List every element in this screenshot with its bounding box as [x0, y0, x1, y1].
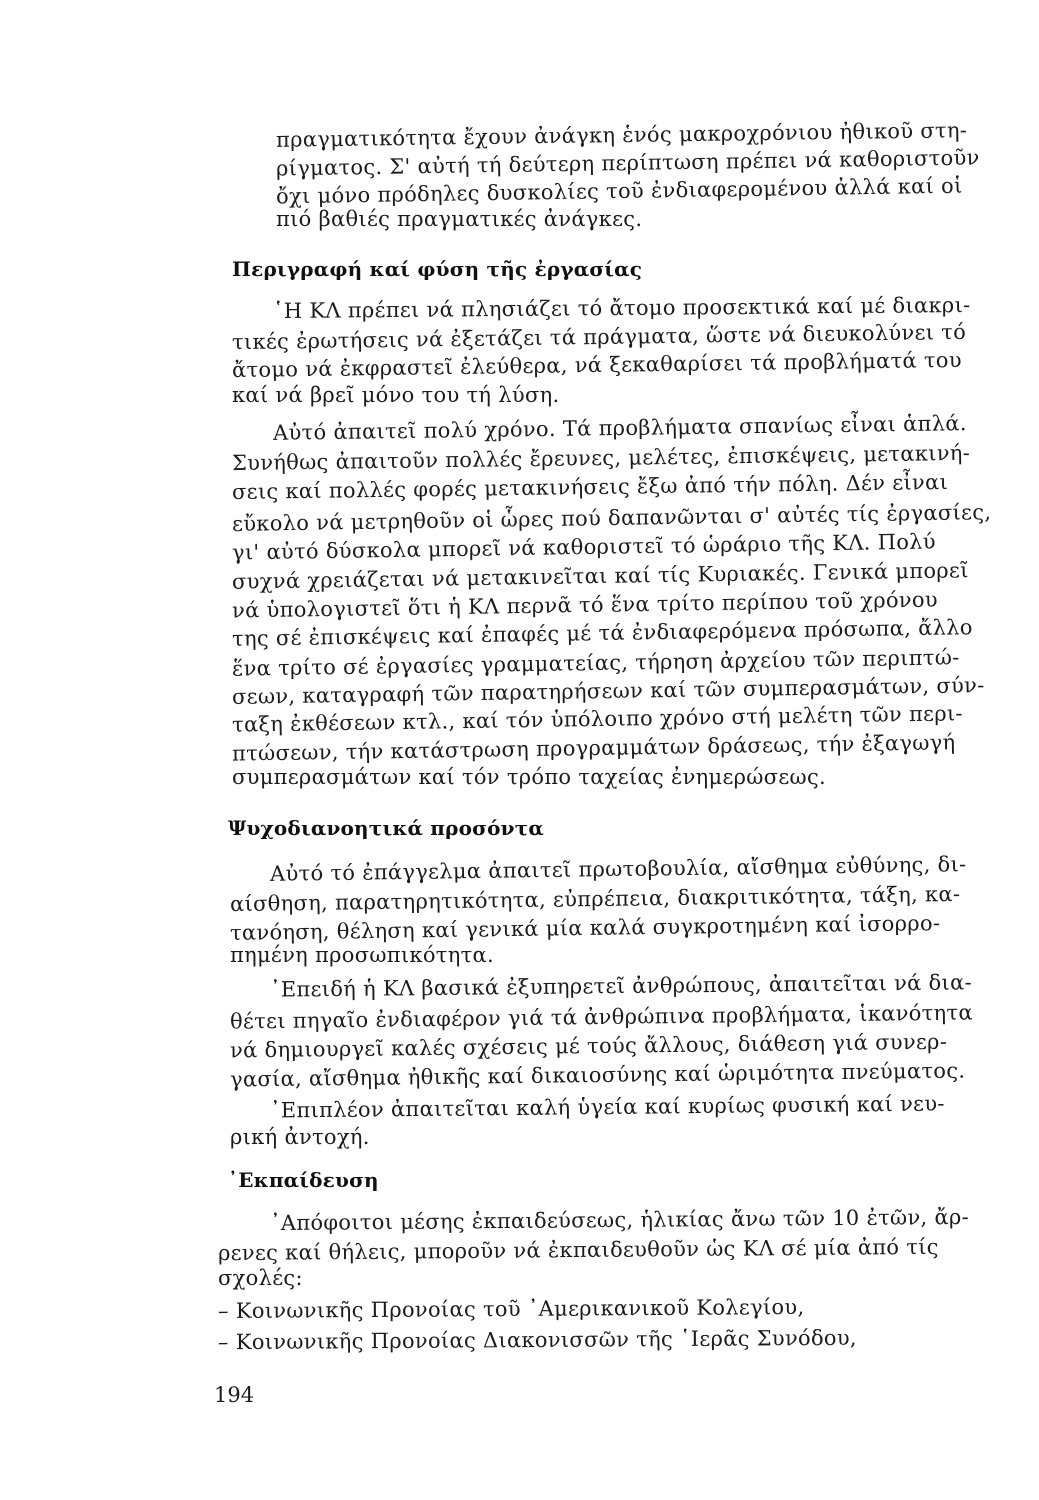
intro-line-4: πιό βαθιές πραγματικές ἀνάγκες.: [276, 207, 643, 231]
description-line-17: συμπερασμάτων καί τόν τρόπο ταχείας ἐνημερώσεως.: [232, 765, 826, 789]
description-line-3: ἄτομο νά ἐκφραστεῖ ἐλεύθερα, νά ξεκαθαρίσει τά προβλήματά του: [231, 347, 962, 383]
description-line-10: συχνά χρειάζεται νά μετακινεῖται καί τίς Κυριακές. Γενικά μπορεῖ: [231, 558, 969, 594]
section-heading-qualifications: Ψυχοδιανοητικά προσόντα: [228, 816, 544, 840]
description-line-13: ἕνα τρίτο σέ ἐργασίες γραμματείας, τήρηση ἀρχείου τῶν περιπτώ-: [231, 645, 960, 681]
description-line-14: σεων, καταγραφή τῶν παρατηρήσεων καί τῶν συμπερασμάτων, σύν-: [231, 673, 985, 709]
qualifications-line-5: ᾿Επειδή ἡ ΚΛ βασικά ἐξυπηρετεῖ ἀνθρώπους, ἀπαιτεῖται νά δια-: [269, 970, 973, 1002]
description-line-8: εὔκολο νά μετρηθοῦν οἱ ὧρες πού δαπανῶνται σ' αὐτές τίς ἐργασίες,: [231, 500, 992, 536]
intro-line-1: πραγματικότητα ἔχουν ἀνάγκη ἑνός μακροχρόνιου ἠθικοῦ στη-: [275, 118, 968, 152]
description-line-4: καί νά βρεῖ μόνο του τή λύση.: [232, 383, 560, 407]
description-line-5: Αὐτό ἀπαιτεῖ πολύ χρόνο. Τά προβλήματα σπανίως εἶναι ἁπλά.: [272, 411, 967, 445]
intro-line-2: ρίγματος. Σ' αὐτή τή δεύτερη περίπτωση πρέπει νά καθοριστοῦν: [275, 145, 980, 181]
qualifications-line-3: τανόηση, θέληση καί γενικά μία καλά συγκροτημένη καί ἰσορρο-: [229, 911, 941, 945]
education-list-item-2: – Κοινωνικῆς Προνοίας Διακονισσῶν τῆς ῾Ιερᾶς Συνόδου,: [217, 1325, 857, 1355]
page-number: 194: [214, 1383, 255, 1407]
qualifications-line-6: θέτει πηγαῖο ἐνδιαφέρον γιά τά ἀνθρώπινα προβλήματα, ἱκανότητα: [229, 1000, 974, 1034]
description-line-6: Συνήθως ἀπαιτοῦν πολλές ἔρευνες, μελέτες, ἐπισκέψεις, μετακινή-: [231, 440, 971, 476]
section-heading-education: ᾿Εκπαίδευση: [228, 1168, 379, 1192]
education-line-3: σχολές:: [218, 1266, 303, 1290]
qualifications-line-9: ᾿Επιπλέον ἀπαιτεῖται καλή ὑγεία καί κυρίως φυσική καί νευ-: [269, 1091, 945, 1123]
qualifications-line-10: ρική ἀντοχή.: [230, 1125, 370, 1149]
qualifications-line-4: πημένη προσωπικότητα.: [230, 943, 494, 967]
description-line-15: ταξη ἐκθέσεων κτλ., καί τόν ὑπόλοιπο χρόνο στή μελέτη τῶν περι-: [231, 701, 964, 737]
education-line-1: ᾿Απόφοιτοι μέσης ἐκπαιδεύσεως, ἡλικίας ἄνω τῶν 10 ἐτῶν, ἄρ-: [269, 1204, 970, 1236]
section-heading-description: Περιγραφή καί φύση τῆς ἐργασίας: [232, 257, 643, 281]
description-line-16: πτώσεων, τήν κατάστρωση προγραμμάτων δράσεως, τήν ἐξαγωγή: [231, 730, 956, 766]
description-line-2: τικές ἐρωτήσεις νά ἐξετάζει τά πράγματα, ὥστε νά διευκολύνει τό: [231, 319, 967, 355]
qualifications-line-2: αίσθηση, παρατηρητικότητα, εὐπρέπεια, διακριτικότητα, τάξη, κα-: [229, 881, 961, 917]
description-line-1: ῾Η ΚΛ πρέπει νά πλησιάζει τό ἄτομο προσεκτικά καί μέ διακρι-: [272, 292, 971, 324]
qualifications-line-7: νά δημιουργεῖ καλές σχέσεις μέ τούς ἄλλους, διάθεση γιά συνερ-: [229, 1029, 948, 1063]
qualifications-line-8: γασία, αἴσθημα ἠθικῆς καί δικαιοσύνης καί ὡριμότητα πνεύματος.: [229, 1058, 966, 1092]
description-line-12: της σέ ἐπισκέψεις καί ἐπαφές μέ τά ἐνδιαφερόμενα πρόσωπα, ἄλλο: [231, 615, 973, 651]
description-line-11: νά ὑπολογιστεῖ ὅτι ἡ ΚΛ περνᾶ τό ἕνα τρίτο περίπου τοῦ χρόνου: [231, 587, 939, 623]
education-line-2: ρενες καί θήλεις, μποροῦν νά ἐκπαιδευθοῦν ὡς ΚΛ σέ μία ἀπό τίς: [217, 1234, 939, 1266]
description-line-9: γι' αὐτό δύσκολα μπορεῖ νά καθοριστεῖ τό ὡράριο τῆς ΚΛ. Πολύ: [231, 529, 937, 565]
education-list-item-1: – Κοινωνικῆς Προνοίας τοῦ ᾿Αμερικανικοῦ Κολεγίου,: [217, 1294, 805, 1324]
description-line-7: σεις καί πολλές φορές μετακινήσεις ἔξω ἀπό τήν πόλη. Δέν εἶναι: [231, 470, 949, 504]
qualifications-line-1: Αὐτό τό ἐπάγγελμα ἀπαιτεῖ πρωτοβουλία, αἴσθημα εὐθύνης, δι-: [269, 852, 967, 886]
intro-line-3: ὄχι μόνο πρόδηλες δυσκολίες τοῦ ἐνδιαφερομένου ἀλλά καί οἱ: [275, 173, 963, 209]
